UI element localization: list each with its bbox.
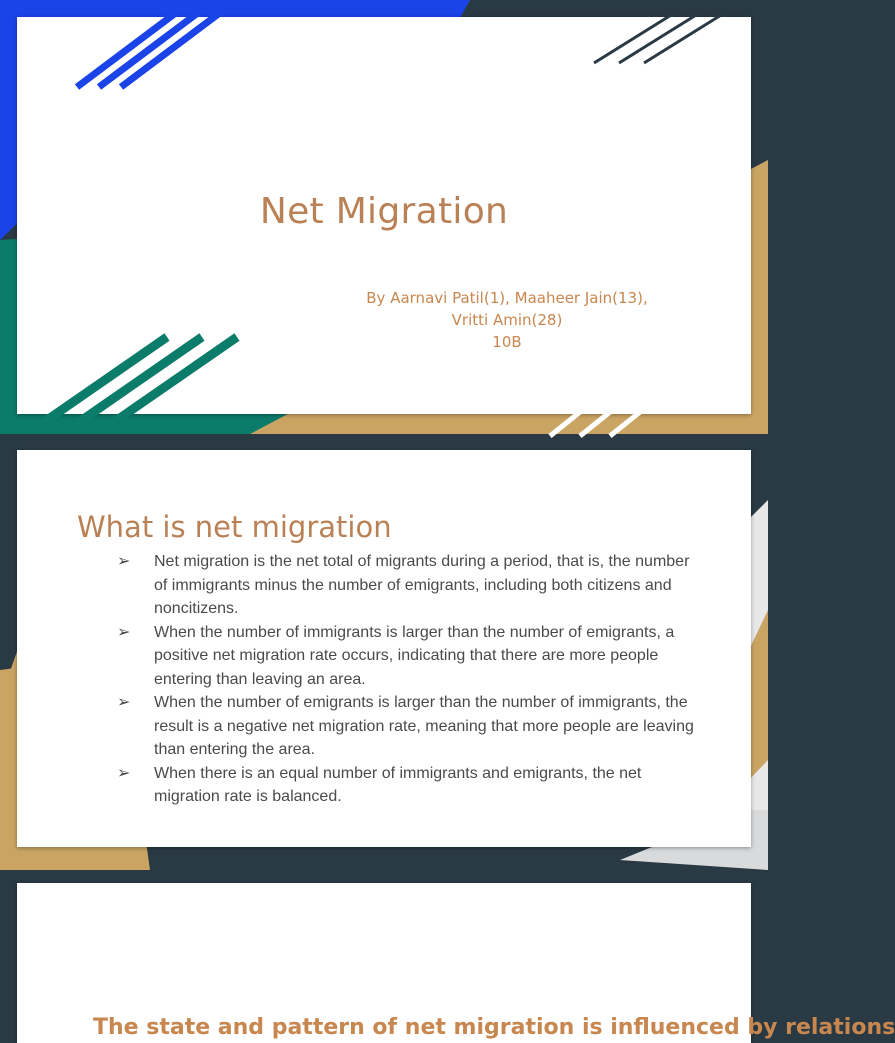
arrow-bullet-icon: ➢: [117, 694, 131, 711]
slide-title: Net Migration: [259, 191, 509, 232]
bullet-list: [117, 550, 697, 809]
list-item: [117, 762, 697, 809]
slide-heading: The state and pattern of net migration is influenced by relations: [93, 1015, 895, 1040]
byline-line: 10B: [492, 333, 522, 351]
stripe-decorations: [540, 412, 670, 434]
slide-heading: What is net migration: [77, 510, 392, 544]
list-item: [117, 691, 697, 762]
list-item: [117, 621, 697, 692]
partial-slide: [17, 883, 895, 1043]
bullet-text: When the number of emigrants is larger than the number of immigrants, the result is a negative net migration rate, meaning that more people are leaving than entering the area.: [154, 694, 694, 758]
title-slide: [17, 17, 751, 414]
bullet-text: Net migration is the net total of migrants during a period, that is, the number of immigrants minus the number of emigrants, including both citizens and noncitizens.: [154, 553, 690, 617]
author-byline: [347, 287, 667, 353]
definition-slide: [17, 450, 751, 847]
arrow-bullet-icon: ➢: [117, 553, 131, 570]
list-item: [117, 550, 697, 621]
bullet-text: When there is an equal number of immigrants and emigrants, the net migration rate is balanced.: [154, 764, 642, 805]
arrow-bullet-icon: ➢: [117, 764, 131, 782]
bullet-text: When the number of immigrants is larger than the number of emigrants, a positive net migration rate occurs, indicating that there are more people entering than leaving an area.: [154, 623, 675, 688]
byline-line: Vritti Amin(28): [451, 311, 563, 329]
byline-line: By Aarnavi Patil(1), Maaheer Jain(13),: [366, 289, 648, 307]
arrow-bullet-icon: ➢: [117, 623, 131, 641]
